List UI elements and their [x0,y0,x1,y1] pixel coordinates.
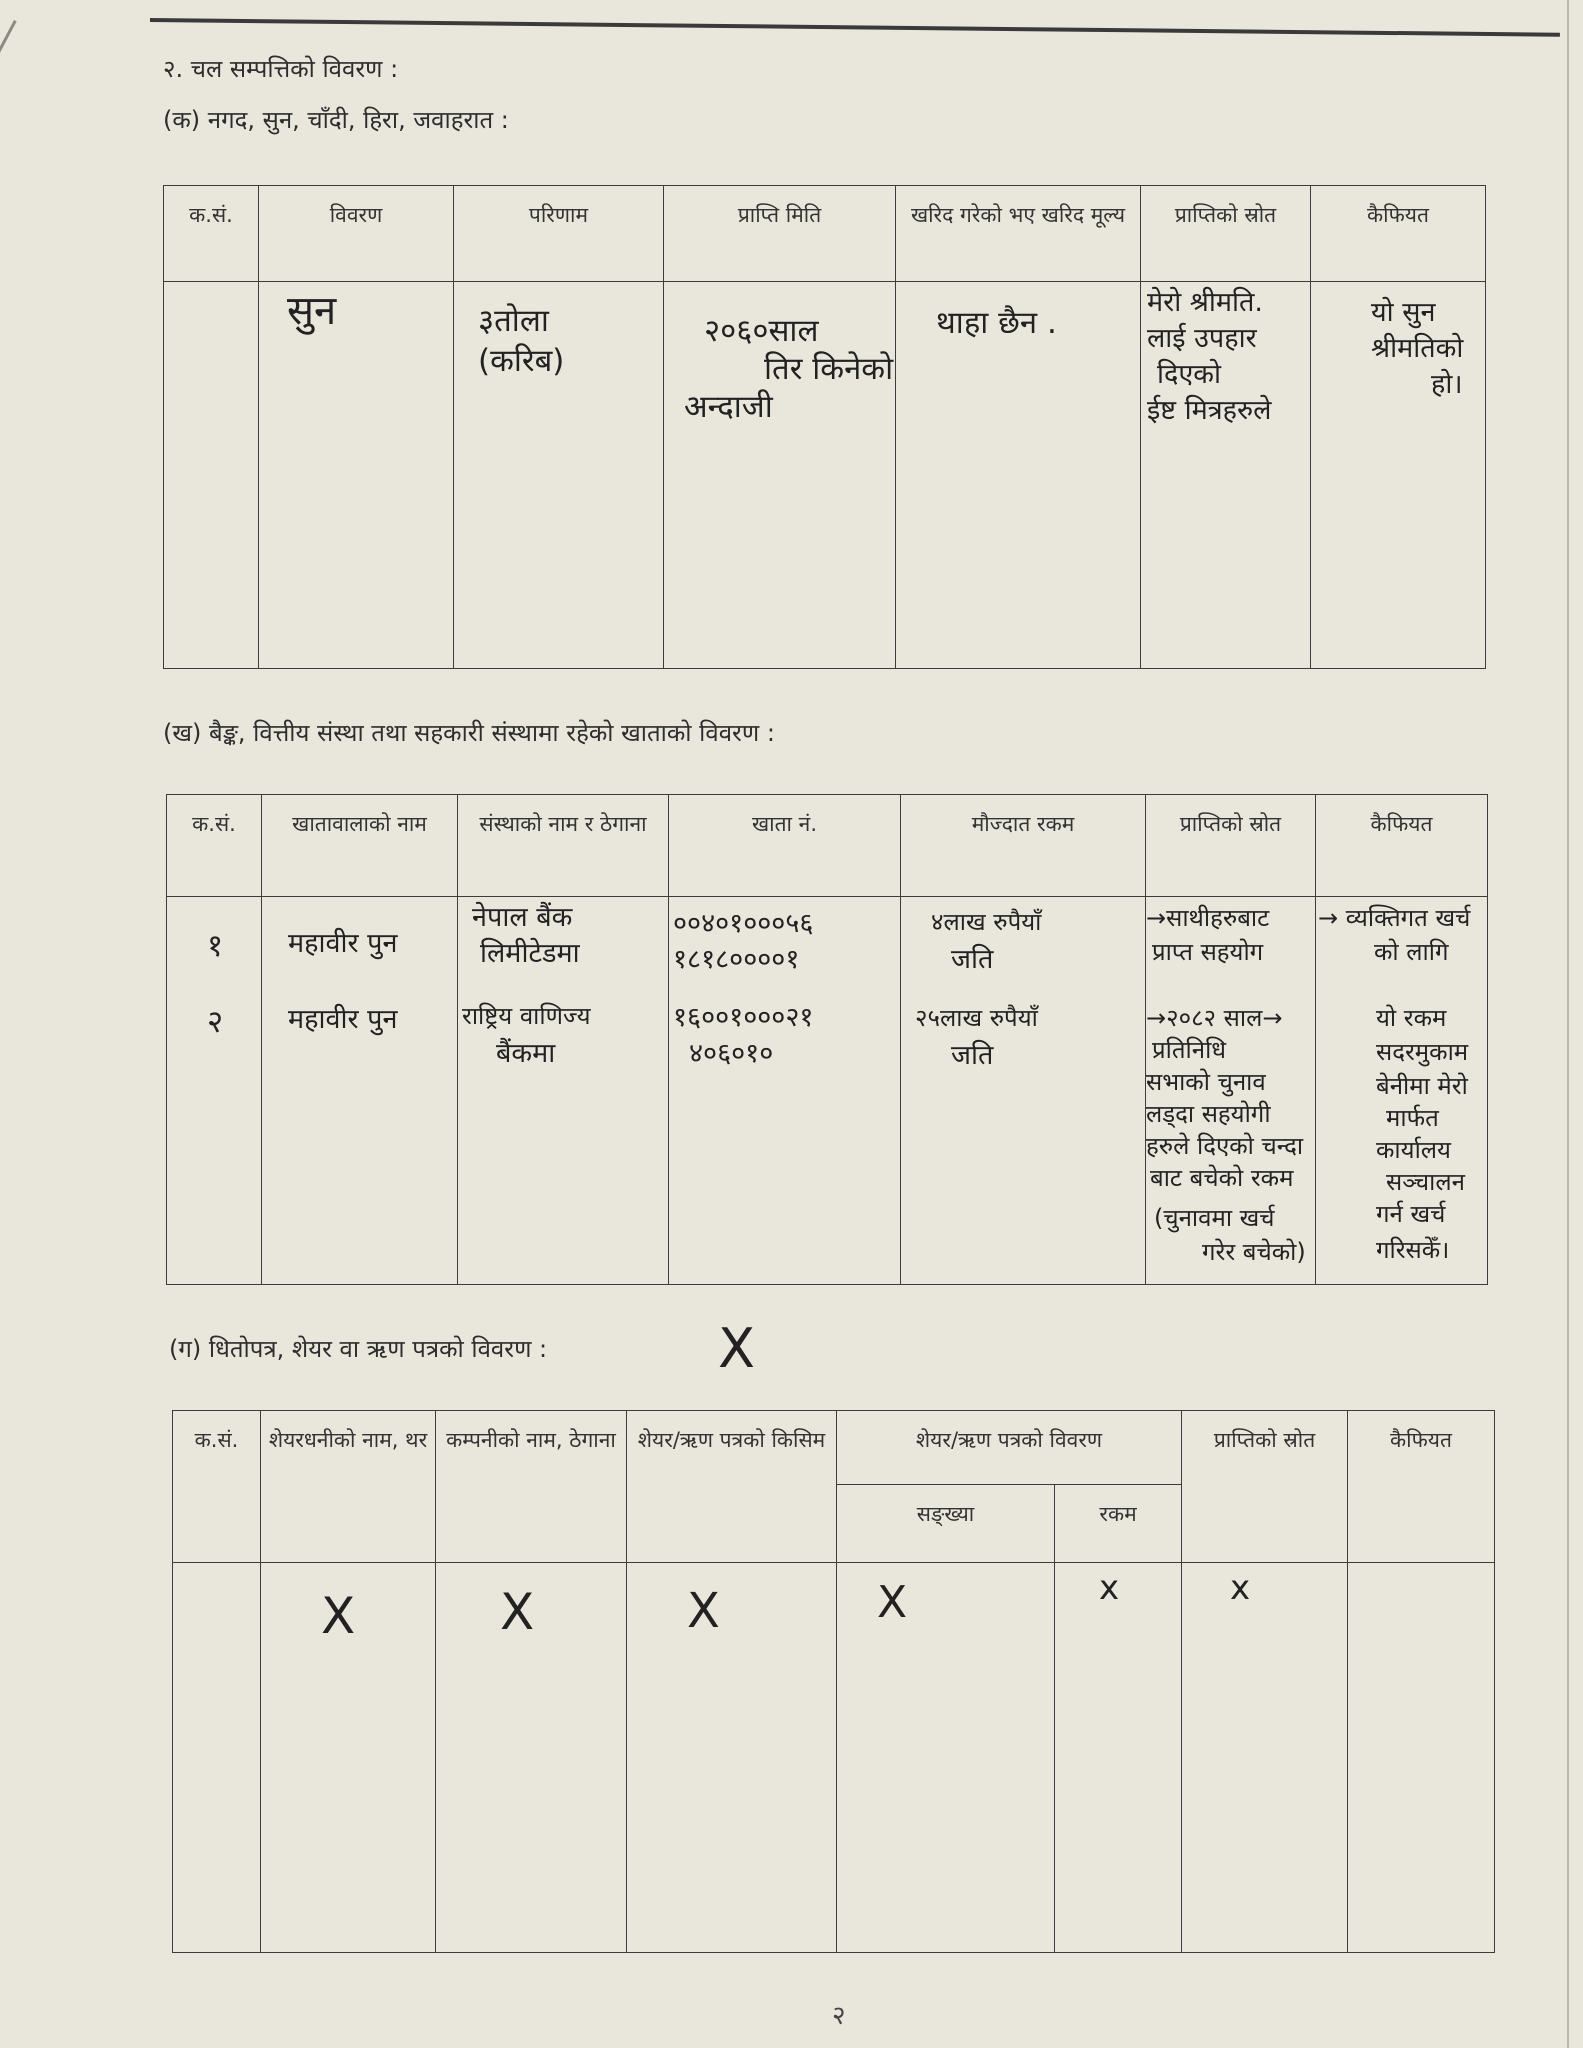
handwritten-text: जति [951,1040,994,1071]
cell-account-number [669,897,901,1285]
cross-mark: X [718,1317,755,1380]
handwritten-text: ईष्ट मित्रहरुले [1147,395,1272,426]
handwritten-text: प्रतिनिधि [1152,1036,1227,1064]
handwritten-text: महावीर पुन [288,1004,398,1035]
col-parinam: परिणाम [454,186,664,282]
securities-table [172,1410,1495,1953]
handwritten-text: सदरमुकाम [1376,1038,1469,1066]
handwritten-text: ३तोला [478,303,549,339]
handwritten-text: गरेर बचेको) [1202,1238,1306,1266]
handwritten-text: लिमीटेडमा [480,938,580,969]
handwritten-text: महावीर पुन [288,928,398,959]
handwritten-text: ००४०१०००५६ [673,908,814,939]
cell-shareholder [261,1563,436,1953]
cash-gold-table [163,185,1486,669]
cross-mark: X [687,1583,720,1639]
section-kha-heading: (ख) बैङ्क, वित्तीय संस्था तथा सहकारी संस्थामा रहेको खाताको विवरण : [163,719,775,747]
handwritten-text: सञ्चालन [1386,1168,1465,1196]
cell-srot [1141,282,1311,669]
cell-source [1146,897,1316,1285]
cross-mark: x [1230,1568,1251,1608]
handwritten-text: २०६०साल [704,313,819,349]
col-sn: क.सं. [164,186,259,282]
cell-kharid-mulya [896,282,1141,669]
cross-mark: X [500,1583,535,1641]
cell-amount [1055,1563,1182,1953]
col-sn: क.सं. [173,1411,261,1563]
col-institution: संस्थाको नाम र ठेगाना [458,795,669,897]
handwritten-text: ४०६०१० [689,1038,774,1069]
handwritten-text: सभाको चुनाव [1146,1068,1266,1096]
handwritten-text: १८१८००००१ [673,944,800,975]
page-fold-line [0,20,17,251]
col-bibaran: विवरण [259,186,454,282]
handwritten-text: नेपाल बैंक [472,902,573,933]
cell-remarks [1316,897,1488,1285]
page-number: २ [832,2001,846,2031]
handwritten-text: मार्फत [1386,1104,1439,1132]
cell-balance [901,897,1146,1285]
handwritten-text: अन्दाजी [684,389,773,425]
cell-parinam [454,282,664,669]
col-prapti-miti: प्राप्ति मिति [664,186,896,282]
bank-accounts-table [166,794,1488,1285]
handwritten-text: हो। [1431,369,1463,400]
col-source: प्राप्तिको स्रोत [1182,1411,1348,1563]
col-quantity: सङ्ख्या [837,1485,1055,1563]
cell-sn [173,1563,261,1953]
cross-mark: X [877,1577,908,1628]
col-share-type: शेयर/ऋण पत्रको किसिम [627,1411,837,1563]
cell-account-holder [262,897,458,1285]
handwritten-text: →२०८२ साल→ [1146,1004,1283,1032]
col-amount: रकम [1055,1485,1182,1563]
handwritten-text: यो रकम [1376,1004,1447,1032]
cell-quantity [837,1563,1055,1953]
page-top-edge [150,18,1560,37]
cell-prapti-miti [664,282,896,669]
col-remarks: कैफियत [1348,1411,1495,1563]
cell-company [436,1563,627,1953]
handwritten-text: थाहा छैन . [936,305,1057,341]
handwritten-text: को लागि [1374,938,1449,966]
col-remarks: कैफियत [1316,795,1488,897]
cell-sn [164,282,259,669]
handwritten-text: यो सुन [1371,297,1436,328]
col-share-details: शेयर/ऋण पत्रको विवरण [837,1411,1182,1485]
cell-kaifiyat [1311,282,1486,669]
cross-mark: X [321,1587,356,1645]
cross-mark: x [1099,1568,1120,1608]
cell-share-type [627,1563,837,1953]
handwritten-text: जति [951,944,994,975]
handwritten-text: २ [207,1004,224,1040]
handwritten-text: हरुले दिएको चन्दा [1146,1132,1304,1160]
col-company: कम्पनीको नाम, ठेगाना [436,1411,627,1563]
handwritten-text: लाई उपहार [1147,323,1257,354]
handwritten-text: १ [207,928,224,964]
handwritten-text: गर्न खर्च [1376,1200,1446,1228]
handwritten-text: मेरो श्रीमति. [1147,287,1263,318]
handwritten-text: गरिसकेँ। [1376,1236,1450,1264]
col-account-number: खाता नं. [669,795,901,897]
cell-bibaran [259,282,454,669]
col-account-holder: खातावालाको नाम [262,795,458,897]
handwritten-text: तिर किनेको [764,351,894,387]
col-srot: प्राप्तिको स्रोत [1141,186,1311,282]
handwritten-text: → व्यक्तिगत खर्च [1318,904,1471,932]
col-balance: मौज्दात रकम [901,795,1146,897]
handwritten-text: बाट बचेको रकम [1150,1164,1294,1192]
cell-sn [167,897,262,1285]
cell-institution [458,897,669,1285]
col-source: प्राप्तिको स्रोत [1146,795,1316,897]
handwritten-text: प्राप्त सहयोग [1152,938,1264,966]
handwritten-text: १६००१०००२१ [673,1002,814,1033]
col-kaifiyat: कैफियत [1311,186,1486,282]
handwritten-text: दिएको [1157,359,1221,390]
handwritten-text: राष्ट्रिय वाणिज्य [462,1002,591,1030]
cell-remarks [1348,1563,1495,1953]
handwritten-text: २५लाख रुपैयाँ [915,1004,1038,1032]
col-kharid-mulya: खरिद गरेको भए खरिद मूल्य [896,186,1141,282]
page-right-edge [1567,0,1569,2048]
handwritten-text: कार्यालय [1376,1136,1451,1164]
handwritten-text: लड्दा सहयोगी [1146,1100,1271,1128]
handwritten-text: श्रीमतिको [1371,333,1464,364]
handwritten-text: (करिब) [478,343,565,379]
cell-source [1182,1563,1348,1953]
col-sn: क.सं. [167,795,262,897]
col-shareholder: शेयरधनीको नाम, थर [261,1411,436,1563]
section-ka-heading: (क) नगद, सुन, चाँदी, हिरा, जवाहरात : [163,106,509,134]
handwritten-text: ४लाख रुपैयाँ [931,908,1042,936]
handwritten-text: सुन [287,288,337,334]
section-ga-heading: (ग) धितोपत्र, शेयर वा ऋण पत्रको विवरण : [169,1335,548,1363]
section-title: २. चल सम्पत्तिको विवरण : [163,55,399,83]
handwritten-text: बेनीमा मेरो [1376,1072,1468,1100]
handwritten-text: (चुनावमा खर्च [1154,1204,1275,1232]
handwritten-text: →साथीहरुबाट [1146,904,1270,932]
handwritten-text: बैंकमा [496,1038,556,1069]
